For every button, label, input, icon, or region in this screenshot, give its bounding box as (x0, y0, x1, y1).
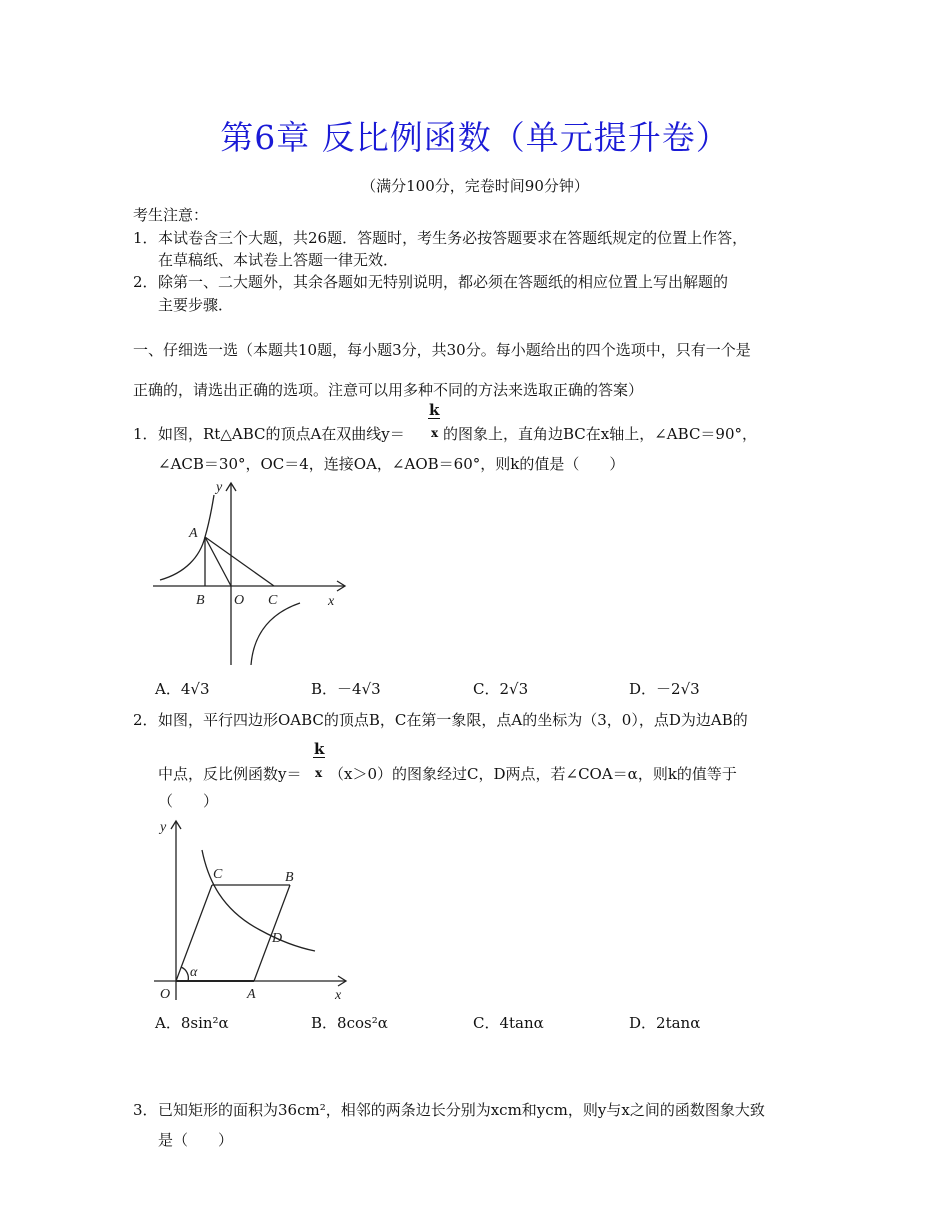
q3-num: 3． (133, 1101, 158, 1119)
q1-option-b[interactable] (311, 678, 381, 699)
q2-option-a[interactable] (155, 1012, 229, 1033)
option-value: －4√3 (337, 680, 381, 698)
q2-option-b[interactable] (311, 1012, 388, 1033)
q2-line1: 如图，平行四边形OABC的顶点B，C在第一象限，点A的坐标为（3，0），点D为边AB的 (158, 711, 748, 729)
option-label: D． (629, 680, 657, 698)
notice-1-num: 1． (133, 229, 158, 247)
option-label: A． (155, 680, 181, 698)
q1-label-A: A (189, 526, 198, 541)
q1-line2: ∠ACB＝30°，OC＝4，连接OA，∠AOB＝60°，则k的值是（ ） (158, 455, 625, 473)
q1-line1-b: 的图象上，直角边BC在x轴上，∠ABC＝90°， (443, 425, 758, 443)
notice-2-line2: 主要步骤． (158, 296, 234, 314)
q1-option-d[interactable] (629, 678, 700, 699)
q2-frac-numerator: k (314, 740, 325, 758)
q2-option-c[interactable] (473, 1012, 544, 1033)
q2-label-x: x (335, 988, 342, 1003)
option-value: －2√3 (656, 680, 700, 698)
q2-parallelogram-graph (150, 815, 355, 1005)
option-value: 4tanα (499, 1014, 544, 1032)
option-value: 2tanα (656, 1014, 701, 1032)
q1-option-a[interactable] (155, 678, 210, 699)
q1-frac-numerator: k (429, 401, 440, 419)
q1-option-c[interactable] (473, 678, 528, 699)
page-subtitle: （满分100分，完卷时间90分钟） (361, 177, 589, 195)
option-value: 2√3 (499, 680, 529, 698)
q2-label-A: A (247, 987, 256, 1002)
q2-label-alpha: α (190, 965, 198, 980)
q1-num: 1． (133, 425, 158, 443)
notice-2-num: 2． (133, 273, 158, 291)
q1-label-B: B (196, 593, 205, 608)
q2-label-B: B (285, 870, 294, 885)
q2-option-d[interactable] (629, 1012, 700, 1033)
q3-line1: 已知矩形的面积为36cm²，相邻的两条边长分别为xcm和ycm，则y与x之间的函数图象大致 (158, 1101, 765, 1119)
option-value: 4√3 (180, 680, 210, 698)
option-label: B． (311, 680, 338, 698)
q2-frac-denominator: x (315, 766, 323, 780)
q1-line1-a: 如图，Rt△ABC的顶点A在双曲线y＝ (158, 425, 405, 443)
section1-line2: 正确的，请选出正确的选项。注意可以用多种不同的方法来选取正确的答案） (133, 381, 644, 399)
option-value: 8cos²α (337, 1014, 388, 1032)
option-value: 8sin²α (180, 1014, 229, 1032)
q2-line2-a: 中点，反比例函数y＝ (158, 765, 302, 783)
option-label: A． (155, 1014, 181, 1032)
q1-label-C: C (268, 593, 278, 608)
q2-num: 2． (133, 711, 158, 729)
q1-frac-denominator: x (431, 426, 439, 440)
q2-label-D: D (272, 931, 283, 946)
q1-label-x: x (328, 594, 335, 609)
notice-1-line2: 在草稿纸、本试卷上答题一律无效． (158, 251, 399, 269)
notice-2-line1: 除第一、二大题外，其余各题如无特别说明，都必须在答题纸的相应位置上写出解题的 (158, 273, 729, 291)
q2-label-O: O (160, 987, 171, 1002)
q3-line2: 是（ ） (158, 1131, 234, 1149)
option-label: C． (473, 1014, 500, 1032)
q2-label-y: y (160, 820, 167, 835)
option-label: B． (311, 1014, 338, 1032)
notice-heading: 考生注意： (133, 206, 209, 224)
option-label: D． (629, 1014, 657, 1032)
option-label: C． (473, 680, 500, 698)
q1-label-O: O (234, 593, 245, 608)
notice-1-line1: 本试卷含三个大题，共26题．答题时，考生务必按答题要求在答题纸规定的位置上作答， (158, 229, 748, 247)
q1-label-y: y (216, 480, 223, 495)
q2-line2-b: （x＞0）的图象经过C，D两点，若∠COA＝α，则k的值等于 (329, 765, 737, 783)
q1-hyperbola-graph (150, 475, 350, 670)
q2-line3: （ ） (158, 792, 219, 810)
section1-line1: 一、仔细选一选（本题共10题，每小题3分，共30分。每小题给出的四个选项中，只有一个是 (133, 341, 751, 359)
page-title: 第6章 反比例函数（单元提升卷） (220, 118, 730, 157)
q2-label-C: C (213, 867, 223, 882)
